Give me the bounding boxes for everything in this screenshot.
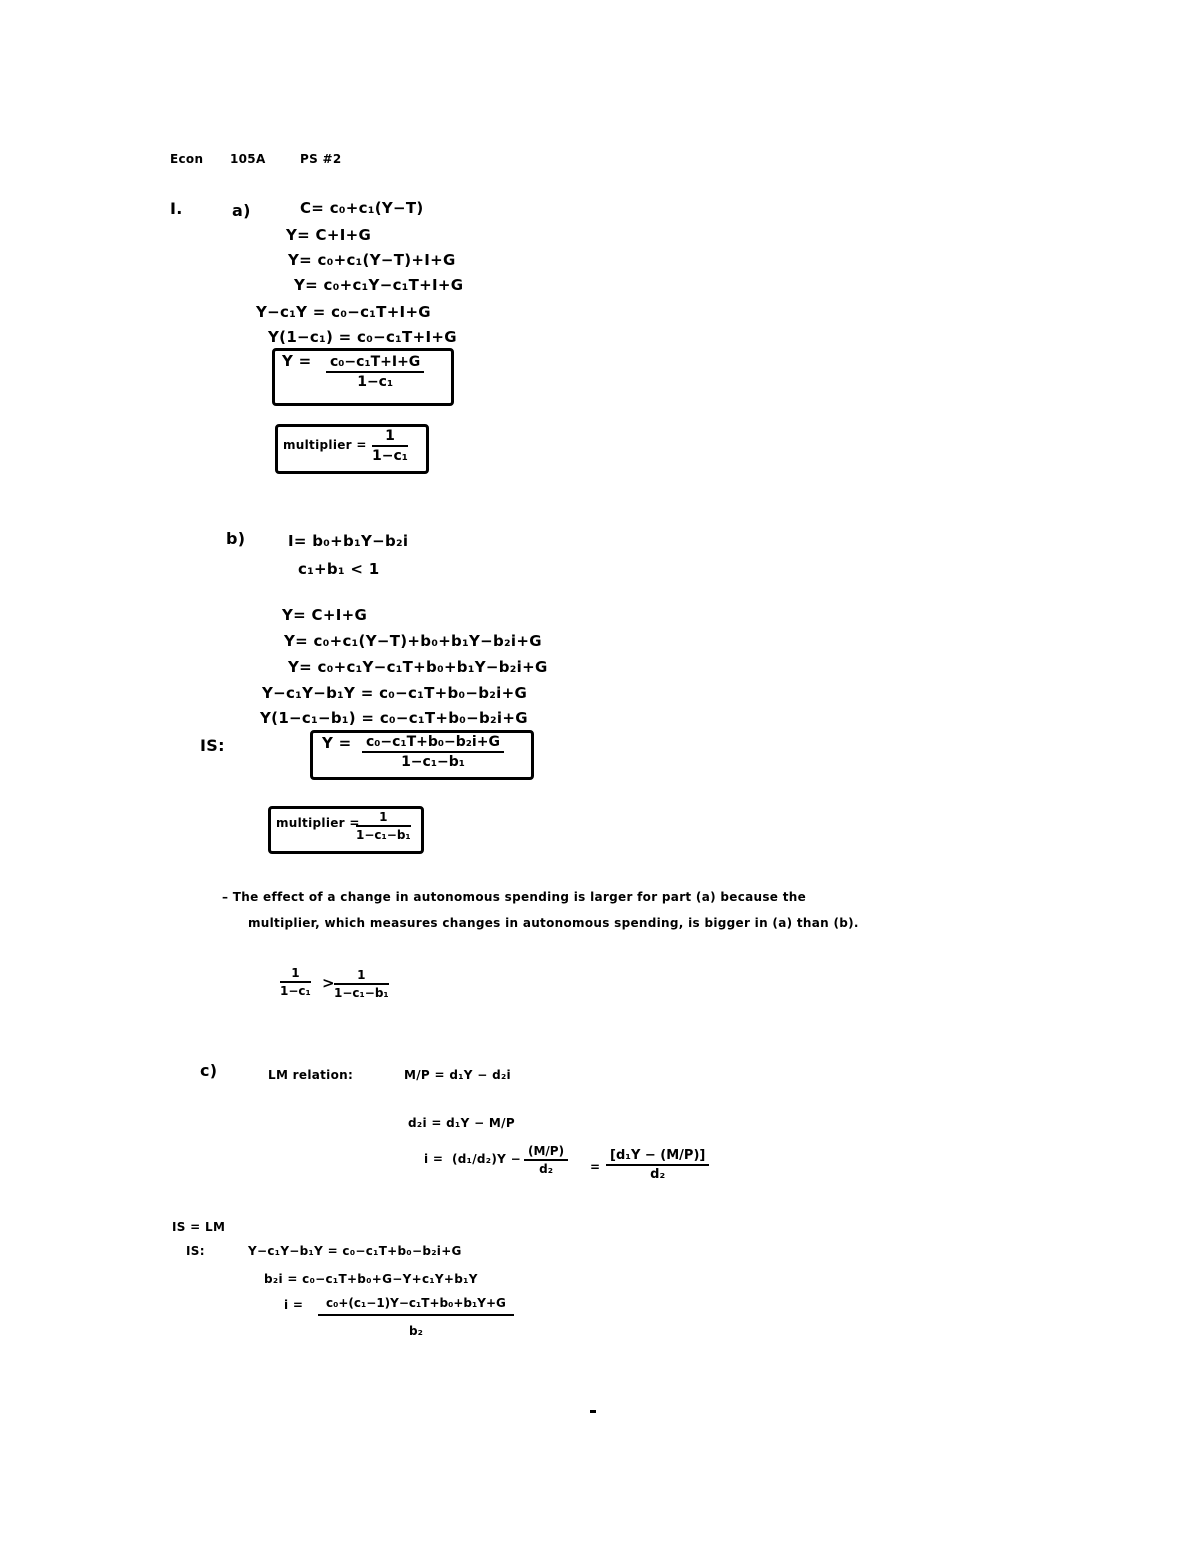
part-b-result-numerator: c₀−c₁T+b₀−b₂i+G [362, 734, 504, 753]
is-lm-line-1: Y−c₁Y−b₁Y = c₀−c₁T+b₀−b₂i+G [248, 1244, 462, 1258]
part-c-line-3-fraction [524, 1144, 568, 1176]
part-a-line-2: Y= C+I+G [286, 226, 372, 244]
part-b-is-label: IS: [200, 736, 225, 755]
part-b-line-3: Y= C+I+G [282, 606, 368, 624]
part-b-multiplier-denominator: 1−c₁−b₁ [356, 828, 411, 842]
part-c-line-3-numerator: (M/P) [524, 1144, 568, 1161]
part-a-multiplier-numerator: 1 [372, 428, 408, 447]
is-lm-line-3-numerator: c₀+(c₁−1)Y−c₁T+b₀+b₁Y+G [318, 1296, 514, 1316]
course-number: 105A [230, 152, 266, 166]
part-b-line-2: c₁+b₁ < 1 [298, 560, 380, 578]
part-a-line-3: Y= c₀+c₁(Y−T)+I+G [288, 251, 456, 269]
part-b-line-1: I= b₀+b₁Y−b₂i [288, 532, 409, 550]
inequality-right-numerator: 1 [334, 968, 389, 985]
part-b-multiplier-fraction [356, 810, 411, 842]
part-c-line-3-denominator: d₂ [539, 1162, 553, 1176]
part-b-result-fraction [362, 734, 504, 770]
is-lm-heading: IS = LM [172, 1220, 226, 1234]
inequality-right-fraction [334, 968, 389, 1000]
part-a-multiplier-fraction [372, 428, 408, 464]
part-b-multiplier-label: multiplier = [276, 816, 360, 830]
is-lm-line-3-fraction [318, 1296, 514, 1338]
part-a-line-5: Y−c₁Y = c₀−c₁T+I+G [256, 303, 431, 321]
part-b-multiplier-numerator: 1 [356, 810, 411, 827]
part-a-line-4: Y= c₀+c₁Y−c₁T+I+G [294, 276, 464, 294]
part-a-multiplier-denominator: 1−c₁ [372, 448, 408, 464]
part-c-line-3-denominator-2: d₂ [650, 1167, 666, 1182]
part-b-line-4: Y= c₀+c₁(Y−T)+b₀+b₁Y−b₂i+G [284, 632, 542, 650]
part-a-line-6: Y(1−c₁) = c₀−c₁T+I+G [268, 328, 457, 346]
part-a-result-denominator: 1−c₁ [357, 374, 394, 390]
part-c-line-3-fraction-2 [606, 1148, 709, 1182]
part-a-label: a) [232, 201, 251, 220]
is-lm-line-3-denominator: b₂ [409, 1324, 423, 1338]
inequality-left-numerator: 1 [280, 966, 311, 983]
part-a-multiplier-label: multiplier = [283, 438, 367, 452]
section-number: I. [170, 199, 183, 218]
part-c-line-3-numerator-2: [d₁Y − (M/P)] [606, 1148, 709, 1166]
part-b-result-lhs: Y = [322, 734, 352, 752]
part-c-label: c) [200, 1061, 218, 1080]
part-c-line-3-lhs: i = [424, 1152, 444, 1166]
page-mark [590, 1410, 596, 1413]
part-a-line-1: C= c₀+c₁(Y−T) [300, 199, 424, 217]
part-a-result-lhs: Y = [282, 352, 312, 370]
course-name: Econ [170, 152, 204, 166]
part-c-line-3-equals: = [590, 1160, 601, 1174]
comparison-comment-line-2: multiplier, which measures changes in autonomous spending, is bigger in (a) than (b). [248, 916, 859, 930]
is-lm-is-label: IS: [186, 1244, 205, 1258]
part-b-result-denominator: 1−c₁−b₁ [401, 754, 465, 770]
inequality-right-denominator: 1−c₁−b₁ [334, 986, 389, 1000]
lm-equation: M/P = d₁Y − d₂i [404, 1068, 511, 1082]
part-b-line-6: Y−c₁Y−b₁Y = c₀−c₁T+b₀−b₂i+G [262, 684, 528, 702]
part-a-result-numerator: c₀−c₁T+I+G [326, 354, 424, 373]
inequality-operator: > [322, 974, 335, 992]
part-a-result-fraction [326, 354, 424, 390]
inequality-left-fraction [280, 966, 311, 998]
part-b-line-7: Y(1−c₁−b₁) = c₀−c₁T+b₀−b₂i+G [260, 709, 528, 727]
is-lm-line-3-lhs: i = [284, 1298, 304, 1312]
is-lm-line-2: b₂i = c₀−c₁T+b₀+G−Y+c₁Y+b₁Y [264, 1272, 478, 1286]
part-c-line-3-mid: (d₁/d₂)Y − [452, 1152, 521, 1166]
problem-set-number: PS #2 [300, 152, 342, 166]
part-b-line-5: Y= c₀+c₁Y−c₁T+b₀+b₁Y−b₂i+G [288, 658, 548, 676]
part-b-label: b) [226, 529, 246, 548]
part-c-line-2: d₂i = d₁Y − M/P [408, 1116, 515, 1130]
comparison-comment-line-1: – The effect of a change in autonomous spending is larger for part (a) because the [222, 890, 807, 904]
inequality-left-denominator: 1−c₁ [280, 984, 311, 998]
lm-relation-label: LM relation: [268, 1068, 354, 1082]
